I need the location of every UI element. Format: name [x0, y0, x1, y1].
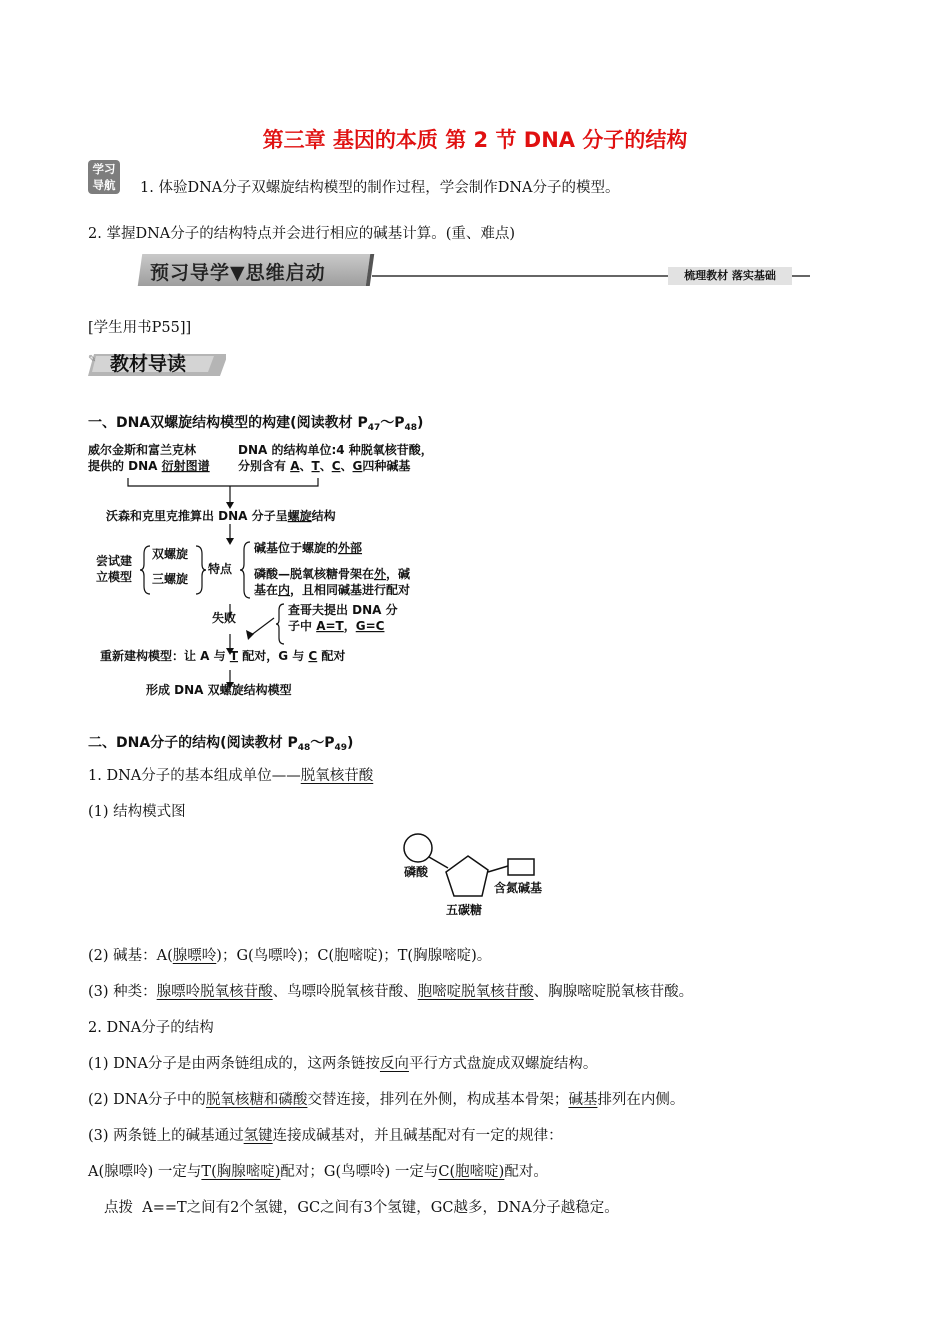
flow-source-line2: 提供的 DNA 衍射图谱 — [88, 459, 210, 473]
model-construction-flowchart — [88, 438, 448, 708]
label-phosphate: 磷酸 — [404, 865, 429, 879]
flow-fail: 失败 — [212, 611, 237, 625]
part1-page-start: 47 — [367, 423, 381, 433]
part2-heading-text: 二、DNA分子的结构(阅读教材 P — [88, 735, 298, 751]
flow-final: 形成 DNA 双螺旋结构模型 — [146, 683, 292, 697]
sub-3: (3) 种类：腺嘌呤脱氧核苷酸、鸟嘌呤脱氧核苷酸、胞嘧啶脱氧核苷酸、胸腺嘧啶脱氧核苷酸。 — [88, 984, 694, 1000]
part2-heading — [88, 732, 353, 753]
structure-2: (2) DNA分子中的脱氧核糖和磷酸交替连接，排列在外侧，构成基本骨架；碱基排列在内侧。 — [88, 1092, 685, 1108]
study-guide-badge — [88, 160, 120, 194]
flow-try-line1: 尝试建 — [96, 554, 133, 568]
flow-chargaff-2: 子中 A=T，G=C — [288, 619, 385, 633]
flow-rebuild: 重新建构模型：让 A 与 T 配对，G 与 C 配对 — [100, 649, 346, 663]
tip-label: 点拨 — [104, 1200, 133, 1216]
book-reference: [学生用书P55]] — [88, 320, 192, 336]
svg-text:✎: ✎ — [88, 354, 97, 365]
item-1: 1. DNA分子的基本组成单位——脱氧核苷酸 — [88, 768, 374, 784]
flow-option-triple: 三螺旋 — [152, 572, 189, 586]
banner-tag: 梳理教材 落实基础 — [668, 267, 792, 285]
sub-2: (2) 碱基：A(腺嘌呤)；G(鸟嘌呤)；C(胞嘧啶)；T(胸腺嘧啶)。 — [88, 948, 492, 964]
tip-text: A==T之间有2个氢键，GC之间有3个氢键，GC越多，DNA分子越稳定。 — [142, 1200, 619, 1216]
part1-heading — [88, 412, 423, 433]
part1-heading-mid: ～P — [380, 415, 405, 431]
section-label: 教材导读 — [110, 353, 187, 375]
pairing-rule: A(腺嘌呤) 一定与T(胸腺嘧啶)配对；G(鸟嘌呤) 一定与C(胞嘧啶)配对。 — [88, 1164, 548, 1180]
flow-try-line2: 立模型 — [96, 570, 133, 584]
structure-1: (1) DNA分子是由两条链组成的，这两条链按反向平行方式盘旋成双螺旋结构。 — [88, 1056, 598, 1072]
flow-step-helix: 沃森和克里克推算出 DNA 分子呈螺旋结构 — [106, 509, 336, 523]
badge-line1: 学习 — [92, 162, 116, 176]
part1-heading-text: 一、DNA双螺旋结构模型的构建(阅读教材 P — [88, 415, 368, 431]
flow-feature-2: 磷酸—脱氧核糖骨架在外，碱 — [254, 567, 411, 581]
tip — [104, 1198, 619, 1218]
part2-heading-mid: ～P — [310, 735, 335, 751]
goal-1: 1. 体验DNA分子双螺旋结构模型的制作过程，学会制作DNA分子的模型。 — [140, 180, 620, 196]
page-title: 第三章 基因的本质 第 2 节 DNA 分子的结构 — [262, 128, 688, 152]
flow-unit-line2: 分别含有 A、T、C、G四种碱基 — [238, 459, 411, 473]
item-2: 2. DNA分子的结构 — [88, 1020, 214, 1036]
part1-page-end: 48 — [404, 423, 418, 433]
phosphate-circle — [404, 834, 432, 862]
part2-heading-end: ) — [347, 735, 354, 751]
flow-source-line1: 威尔金斯和富兰克林 — [88, 443, 197, 457]
part1-heading-end: ) — [417, 415, 424, 431]
sub-1: (1) 结构模式图 — [88, 804, 186, 820]
part2-page-end: 49 — [334, 743, 348, 753]
flow-feature-3: 基在内，且相同碱基进行配对 — [254, 583, 411, 597]
nucleotide-diagram — [398, 830, 558, 920]
base-rectangle — [508, 859, 534, 875]
goal-2: 2. 掌握DNA分子的结构特点并会进行相应的碱基计算。(重、难点) — [88, 226, 516, 242]
sugar-pentagon — [446, 856, 488, 896]
part2-page-start: 48 — [297, 743, 311, 753]
label-base: 含氮碱基 — [494, 881, 543, 895]
flow-feature: 特点 — [208, 562, 233, 576]
banner-title: 预习导学▼思维启动 — [150, 262, 326, 284]
flow-feature-1: 碱基位于螺旋的外部 — [254, 541, 363, 555]
flow-chargaff-1: 查哥夫提出 DNA 分 — [288, 603, 398, 617]
badge-line2: 导航 — [92, 178, 116, 192]
flow-unit-line1: DNA 的结构单位:4 种脱氧核苷酸， — [238, 443, 433, 457]
flow-option-double: 双螺旋 — [152, 547, 189, 561]
structure-3: (3) 两条链上的碱基通过氢键连接成碱基对，并且碱基配对有一定的规律： — [88, 1128, 563, 1144]
label-sugar: 五碳糖 — [446, 903, 483, 917]
